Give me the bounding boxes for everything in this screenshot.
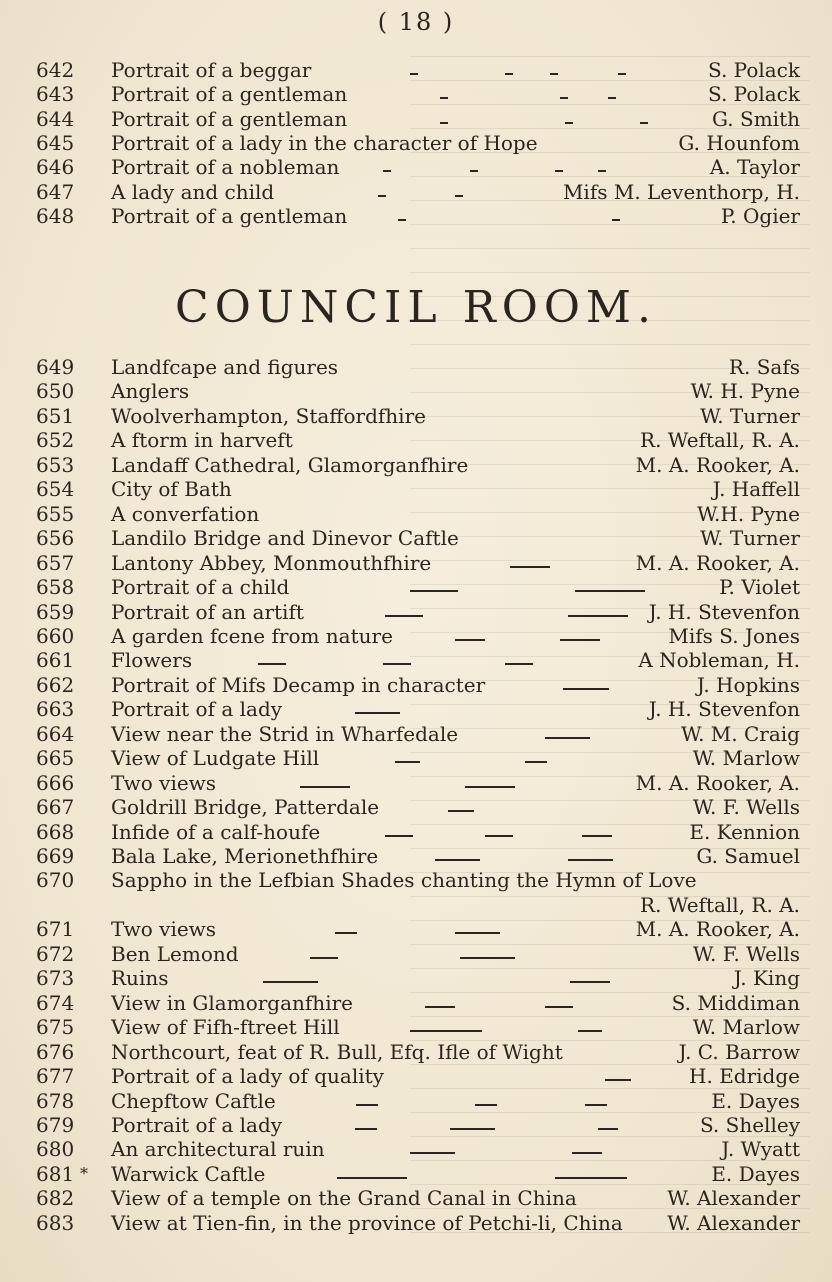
entry-artist: W. Alexander	[667, 1186, 800, 1211]
entry-number: 658	[36, 575, 75, 600]
entry-number: 679	[36, 1112, 75, 1137]
leader-dash	[563, 688, 609, 690]
leader-dash	[300, 786, 350, 788]
catalogue-row	[0, 673, 832, 697]
leader-dash	[263, 981, 318, 983]
entry-artist: M. A. Rooker, A.	[635, 917, 800, 942]
leader-dash	[585, 1104, 607, 1106]
leader-dash	[605, 1079, 631, 1081]
entry-title: Portrait of a gentleman	[111, 82, 348, 107]
entry-number: 663	[36, 697, 75, 722]
leader-dash	[355, 1128, 377, 1130]
catalogue-row	[0, 820, 832, 844]
entry-artist: W. Turner	[700, 403, 800, 428]
entry-artist: W.H. Pyne	[696, 501, 800, 526]
leader-dash	[560, 97, 568, 99]
catalogue-row	[0, 1015, 832, 1039]
entry-number: 681	[36, 1161, 75, 1186]
entry-number: 678	[36, 1088, 75, 1113]
entry-title: Sappho in the Lefbian Shades chanting the Hymn of Love	[111, 868, 697, 893]
entry-number: 650	[36, 379, 75, 404]
entry-number: 669	[36, 844, 75, 868]
entry-artist: P. Violet	[719, 575, 800, 600]
entry-artist: A. Taylor	[709, 155, 800, 180]
catalogue-row	[0, 917, 832, 941]
leader-dash	[335, 932, 357, 934]
entry-title: View of a temple on the Grand Canal in China	[111, 1186, 577, 1211]
entry-number: 653	[36, 452, 75, 477]
entry-number: 683	[36, 1210, 75, 1235]
entry-title: Portrait of a gentleman	[111, 106, 348, 131]
entry-number: 655	[36, 501, 75, 526]
catalogue-row	[0, 1186, 832, 1210]
entry-artist: S. Middiman	[671, 990, 800, 1015]
entry-artist: S. Polack	[707, 58, 800, 82]
entry-title: Two views	[111, 917, 217, 942]
entry-title: Portrait of a lady of quality	[111, 1064, 384, 1089]
leader-dash	[337, 1177, 407, 1179]
leader-dash	[505, 73, 513, 75]
entry-number: 671	[36, 917, 75, 942]
entry-title: View of Ludgate Hill	[111, 746, 320, 771]
entry-artist: S. Shelley	[699, 1112, 800, 1137]
entry-title: Flowers	[111, 648, 193, 673]
entry-number: 654	[36, 477, 75, 502]
catalogue-row	[0, 771, 832, 795]
entry-number: 648	[36, 203, 75, 228]
leader-dash	[455, 195, 463, 197]
leader-dash	[560, 639, 600, 641]
leader-dash	[572, 1152, 602, 1154]
entry-artist: W. Marlow	[692, 746, 800, 771]
leader-dash	[378, 195, 386, 197]
entry-artist: W. F. Wells	[692, 941, 800, 966]
entry-artist: W. M. Craig	[681, 721, 800, 746]
catalogue-row	[0, 180, 832, 204]
catalogue-row	[0, 575, 832, 599]
entry-number: 677	[36, 1064, 75, 1089]
leader-dash	[565, 122, 573, 124]
entry-artist: J. Wyatt	[721, 1137, 800, 1162]
entry-title: Woolverhampton, Staffordfhire	[111, 403, 426, 428]
entry-title: Goldrill Bridge, Patterdale	[111, 795, 380, 820]
entry-number: 682	[36, 1186, 75, 1211]
leader-dash	[395, 761, 420, 763]
leader-dash	[598, 170, 606, 172]
entry-artist: P. Ogier	[720, 203, 800, 228]
entry-number: 670	[36, 868, 75, 893]
entry-number: 665	[36, 746, 75, 771]
catalogue-row	[0, 1089, 832, 1113]
entry-artist: W. Marlow	[692, 1015, 800, 1040]
entry-artist: W. Alexander	[667, 1210, 800, 1235]
entry-artist: E. Kennion	[689, 819, 800, 844]
leader-dash	[455, 639, 485, 641]
entry-number: 673	[36, 966, 75, 991]
leader-dash	[448, 810, 474, 812]
entry-artist: J. Hopkins	[696, 672, 800, 697]
entry-artist: G. Smith	[712, 106, 800, 131]
entry-artist: R. Safs	[728, 355, 800, 379]
entry-artist: J. C. Barrow	[678, 1039, 800, 1064]
catalogue-row	[0, 1064, 832, 1088]
leader-dash	[465, 786, 515, 788]
entry-artist: J. King	[733, 966, 800, 991]
entry-number: 662	[36, 672, 75, 697]
entry-artist: W. H. Pyne	[690, 379, 800, 404]
entry-title: A ftorm in harveft	[111, 428, 293, 453]
entry-number: 661	[36, 648, 75, 673]
catalogue-row	[0, 1137, 832, 1161]
catalogue-row	[0, 991, 832, 1015]
entry-number: 642	[36, 58, 75, 82]
entry-number: 651	[36, 403, 75, 428]
section-heading: COUNCIL ROOM.	[175, 282, 657, 333]
entry-number: 664	[36, 721, 75, 746]
leader-dash	[612, 219, 620, 221]
leader-dash	[435, 859, 480, 861]
entry-number: 645	[36, 130, 75, 155]
leader-dash	[450, 1128, 495, 1130]
leader-dash	[385, 835, 413, 837]
catalogue-row	[0, 526, 832, 550]
catalogue-row	[0, 795, 832, 819]
entry-number: 667	[36, 795, 75, 820]
catalogue-row	[0, 404, 832, 428]
entry-number: 647	[36, 179, 75, 204]
catalogue-row	[0, 502, 832, 526]
entry-title: A converfation	[111, 501, 260, 526]
leader-dash	[582, 835, 612, 837]
entry-artist: Mifs M. Leventhorp, H.	[562, 179, 800, 204]
catalogue-row	[0, 1040, 832, 1064]
leader-dash	[545, 1006, 573, 1008]
entry-artist: J. H. Stevenfon	[648, 697, 800, 722]
catalogue-row	[0, 624, 832, 648]
entry-number: 674	[36, 990, 75, 1015]
leader-dash	[578, 1030, 602, 1032]
entry-artist: R. Weftall, R. A.	[640, 428, 800, 453]
catalogue-row	[0, 893, 832, 917]
leader-dash	[310, 957, 338, 959]
entry-title: Portrait of Mifs Decamp in character	[111, 672, 486, 697]
entry-title: Portrait of a lady	[111, 1112, 283, 1137]
leader-dash	[568, 859, 613, 861]
entry-number: 668	[36, 819, 75, 844]
catalogue-row	[0, 648, 832, 672]
leader-dash	[575, 590, 645, 592]
leader-dash	[383, 170, 391, 172]
leader-dash	[608, 97, 616, 99]
catalogue-row	[0, 966, 832, 990]
leader-dash	[410, 73, 418, 75]
leader-dash	[525, 761, 547, 763]
entry-artist: M. A. Rooker, A.	[635, 550, 800, 575]
leader-dash	[440, 97, 448, 99]
entry-artist: M. A. Rooker, A.	[635, 452, 800, 477]
catalogue-row	[0, 600, 832, 624]
entry-title: View in Glamorganfhire	[111, 990, 353, 1015]
leader-dash	[460, 957, 515, 959]
catalogue-row	[0, 1211, 832, 1235]
catalogue-row	[0, 453, 832, 477]
leader-dash	[598, 1128, 618, 1130]
catalogue-row	[0, 477, 832, 501]
leader-dash	[410, 590, 458, 592]
leader-dash	[640, 122, 648, 124]
catalogue-row	[0, 82, 832, 106]
entry-artist: J. H. Stevenfon	[648, 599, 800, 624]
entry-number: 660	[36, 623, 75, 648]
catalogue-row	[0, 697, 832, 721]
leader-dash	[550, 73, 558, 75]
catalogue-row	[0, 942, 832, 966]
leader-dash	[356, 1104, 378, 1106]
entry-title: Landfcape and figures	[111, 355, 339, 379]
catalogue-row	[0, 551, 832, 575]
entry-title: Two views	[111, 770, 217, 795]
page-number: ( 18 )	[377, 8, 455, 36]
catalogue-row	[0, 1162, 832, 1186]
catalogue-row	[0, 355, 832, 379]
catalogue-row	[0, 844, 832, 868]
entry-title: A garden fcene from nature	[111, 623, 393, 648]
entry-number: 643	[36, 82, 75, 107]
entry-title: View at Tien-fin, in the province of Petchi-li, China	[111, 1210, 623, 1235]
asterisk-mark: *	[80, 1163, 88, 1183]
entry-title: Bala Lake, Merionethfhire	[111, 844, 379, 868]
entry-artist: R. Weftall, R. A.	[640, 892, 800, 917]
entry-title: Portrait of an artift	[111, 599, 304, 624]
leader-dash	[425, 1006, 455, 1008]
entry-title: Ruins	[111, 966, 169, 991]
entry-number: 676	[36, 1039, 75, 1064]
entry-number: 646	[36, 155, 75, 180]
catalogue-row	[0, 1113, 832, 1137]
leader-dash	[258, 663, 286, 665]
entry-title: Chepftow Caftle	[111, 1088, 276, 1113]
entry-artist: A Nobleman, H.	[638, 648, 800, 673]
leader-dash	[555, 170, 563, 172]
entry-number: 657	[36, 550, 75, 575]
entry-title: A lady and child	[111, 179, 275, 204]
entry-artist: J. Haffell	[712, 477, 800, 502]
leader-dash	[440, 122, 448, 124]
catalogue-row	[0, 722, 832, 746]
entry-title: City of Bath	[111, 477, 232, 502]
catalogue-row	[0, 868, 832, 892]
entry-number: 649	[36, 355, 75, 379]
entry-artist: W. F. Wells	[692, 795, 800, 820]
leader-dash	[545, 737, 590, 739]
entry-number: 659	[36, 599, 75, 624]
catalogue-row	[0, 155, 832, 179]
leader-dash	[398, 219, 406, 221]
entry-number: 656	[36, 526, 75, 551]
catalogue-row	[0, 746, 832, 770]
entry-title: Portrait of a lady in the character of Hope	[111, 130, 538, 155]
leader-dash	[355, 712, 400, 714]
leader-dash	[505, 663, 533, 665]
entry-title: Portrait of a gentleman	[111, 203, 348, 228]
entry-number: 666	[36, 770, 75, 795]
entry-title: Northcourt, feat of R. Bull, Efq. Ifle of Wight	[111, 1039, 563, 1064]
leader-dash	[455, 932, 500, 934]
leader-dash	[410, 1152, 455, 1154]
entry-number: 680	[36, 1137, 75, 1162]
entry-title: Ben Lemond	[111, 941, 239, 966]
leader-dash	[618, 73, 626, 75]
entry-number: 675	[36, 1015, 75, 1040]
entry-artist: G. Samuel	[696, 844, 800, 868]
leader-dash	[475, 1104, 497, 1106]
leader-dash	[383, 663, 411, 665]
entry-title: An architectural ruin	[111, 1137, 325, 1162]
entry-title: View near the Strid in Wharfedale	[111, 721, 459, 746]
leader-dash	[570, 981, 610, 983]
leader-dash	[485, 835, 513, 837]
entry-number: 672	[36, 941, 75, 966]
entry-title: Anglers	[111, 379, 190, 404]
entry-title: Portrait of a beggar	[111, 58, 312, 82]
catalogue-row	[0, 107, 832, 131]
leader-dash	[510, 566, 550, 568]
catalogue-row	[0, 379, 832, 403]
leader-dash	[568, 615, 628, 617]
entry-artist: S. Polack	[707, 82, 800, 107]
catalogue-row	[0, 204, 832, 228]
entry-artist: H. Edridge	[689, 1064, 800, 1089]
entry-title: Lantony Abbey, Monmouthfhire	[111, 550, 432, 575]
entry-number: 652	[36, 428, 75, 453]
catalogue-row	[0, 58, 832, 82]
entry-artist: G. Hounfom	[678, 130, 800, 155]
entry-title: Infide of a calf-houfe	[111, 819, 321, 844]
leader-dash	[470, 170, 478, 172]
leader-dash	[555, 1177, 627, 1179]
entry-title: Portrait of a child	[111, 575, 290, 600]
entry-title: Portrait of a lady	[111, 697, 283, 722]
entry-artist: M. A. Rooker, A.	[635, 770, 800, 795]
entry-title: Landilo Bridge and Dinevor Caftle	[111, 526, 459, 551]
entry-artist: E. Dayes	[711, 1088, 800, 1113]
entry-title: Warwick Caftle	[111, 1161, 266, 1186]
catalogue-row	[0, 428, 832, 452]
entry-artist: Mifs S. Jones	[668, 623, 800, 648]
leader-dash	[385, 615, 423, 617]
entry-number: 644	[36, 106, 75, 131]
leader-dash	[410, 1030, 482, 1032]
entry-artist: W. Turner	[700, 526, 800, 551]
entry-title: Landaff Cathedral, Glamorganfhire	[111, 452, 469, 477]
catalogue-row	[0, 131, 832, 155]
entry-title: Portrait of a nobleman	[111, 155, 340, 180]
entry-title: View of Fifh-ftreet Hill	[111, 1015, 340, 1040]
entry-artist: E. Dayes	[711, 1161, 800, 1186]
